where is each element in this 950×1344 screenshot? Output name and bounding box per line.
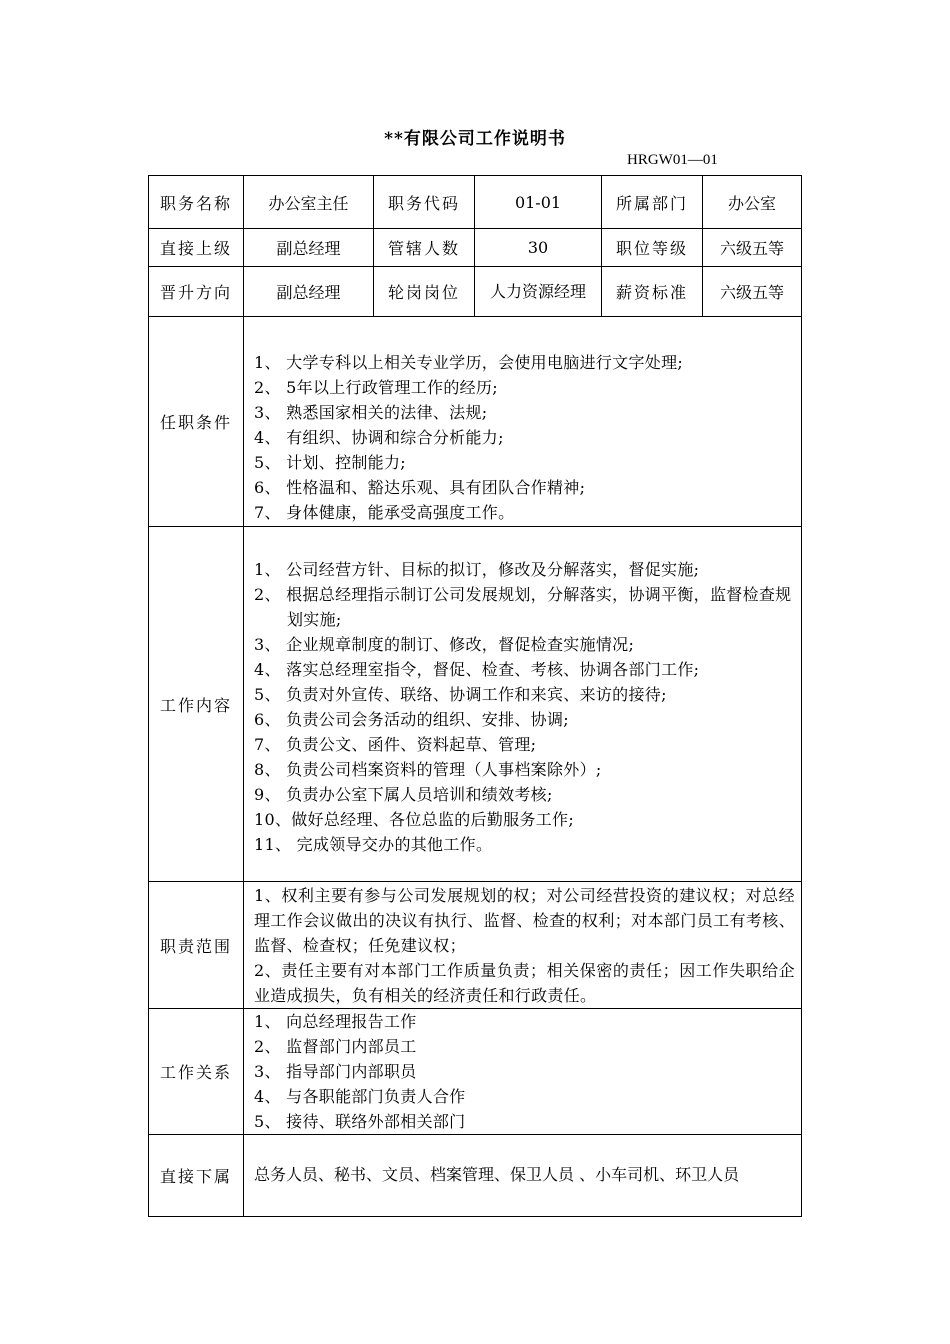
qualifications-row [149,317,802,527]
list-item: 2、 监督部门内部员工 [254,1037,417,1056]
list-item: 7、 负责公文、函件、资料起草、管理; [254,735,537,754]
position-grade-value: 六级五等 [703,229,802,267]
list-item: 6、 性格温和、豁达乐观、具有团队合作精神; [254,478,586,497]
document-title: **有限公司工作说明书 [384,129,566,149]
direct-superior-value: 副总经理 [244,229,374,267]
list-item: 11、 完成领导交办的其他工作。 [254,835,493,854]
headcount-label: 管辖人数 [374,229,475,267]
duties-label: 工作内容 [149,527,244,882]
list-item: 1、 向总经理报告工作 [254,1012,417,1031]
list-item: 2、 根据总经理指示制订公司发展规划，分解落实，协调平衡，监督检查规划实施; [254,585,792,629]
list-item: 8、 负责公司档案资料的管理（人事档案除外）; [254,760,602,779]
position-name-value: 办公室主任 [244,176,374,229]
list-item: 3、 指导部门内部职员 [254,1062,417,1081]
relations-list [254,1009,795,1134]
header-row-2 [149,229,802,267]
position-code-label: 职务代码 [374,176,475,229]
promotion-label: 晋升方向 [149,267,244,317]
rotation-value: 人力资源经理 [475,267,602,317]
subordinates-row [149,1135,802,1217]
position-name-label: 职务名称 [149,176,244,229]
list-item: 9、 负责办公室下属人员培训和绩效考核; [254,785,553,804]
subordinates-label: 直接下属 [149,1135,244,1217]
rotation-label: 轮岗岗位 [374,267,475,317]
headcount-value: 30 [475,229,602,267]
duties-list [254,557,795,857]
list-item: 5、 负责对外宣传、联络、协调工作和来宾、来访的接待; [254,685,667,704]
list-item: 5、 计划、控制能力; [254,453,406,472]
list-item: 1、 公司经营方针、目标的拟订，修改及分解落实，督促实施; [254,560,700,579]
qualifications-content [244,317,802,527]
list-item: 6、 负责公司会务活动的组织、安排、协调; [254,710,569,729]
list-item: 7、 身体健康，能承受高强度工作。 [254,503,515,522]
qualifications-label: 任职条件 [149,317,244,527]
list-item: 1、 大学专科以上相关专业学历，会使用电脑进行文字处理; [254,353,684,372]
list-item: 4、 与各职能部门负责人合作 [254,1087,466,1106]
salary-value: 六级五等 [703,267,802,317]
position-code-value: 01-01 [475,176,602,229]
responsibility-label: 职责范围 [149,882,244,1009]
subordinates-value: 总务人员、秘书、文员、档案管理、保卫人员 、小车司机、环卫人员 [244,1135,802,1217]
duties-row [149,527,802,882]
salary-label: 薪资标准 [602,267,703,317]
promotion-value: 副总经理 [244,267,374,317]
relations-content [244,1009,802,1135]
department-label: 所属部门 [602,176,703,229]
department-value: 办公室 [703,176,802,229]
list-item: 4、 落实总经理室指令，督促、检查、考核、协调各部门工作; [254,660,700,679]
position-grade-label: 职位等级 [602,229,703,267]
header-row-3 [149,267,802,317]
relations-row [149,1009,802,1135]
list-item: 3、 企业规章制度的制订、修改，督促检查实施情况; [254,635,635,654]
qualifications-list [254,350,795,525]
direct-superior-label: 直接上级 [149,229,244,267]
list-item: 3、 熟悉国家相关的法律、法规; [254,403,488,422]
list-item: 10、做好总经理、各位总监的后勤服务工作; [254,810,575,829]
header-row-1 [149,176,802,229]
duties-paragraph: 2、责任主要有对本部门工作质量负责；相关保密的责任；因工作失职给企业造成损失，负有相关的经济责任和行政责任。 [254,961,795,1005]
rights-paragraph: 1、权利主要有参与公司发展规划的权；对公司经营投资的建议权；对总经理工作会议做出的决议有执行、监督、检查的权利；对本部门员工有考核、监督、检查权；任免建议权； [254,886,795,955]
job-description-table [148,175,802,1217]
list-item: 2、 5年以上行政管理工作的经历; [254,378,498,397]
responsibility-content [244,882,802,1009]
list-item: 4、 有组织、协调和综合分析能力; [254,428,504,447]
duties-content [244,527,802,882]
relations-label: 工作关系 [149,1009,244,1135]
document-code: HRGW01—01 [627,152,718,168]
responsibility-row [149,882,802,1009]
list-item: 5、 接待、联络外部相关部门 [254,1112,466,1131]
